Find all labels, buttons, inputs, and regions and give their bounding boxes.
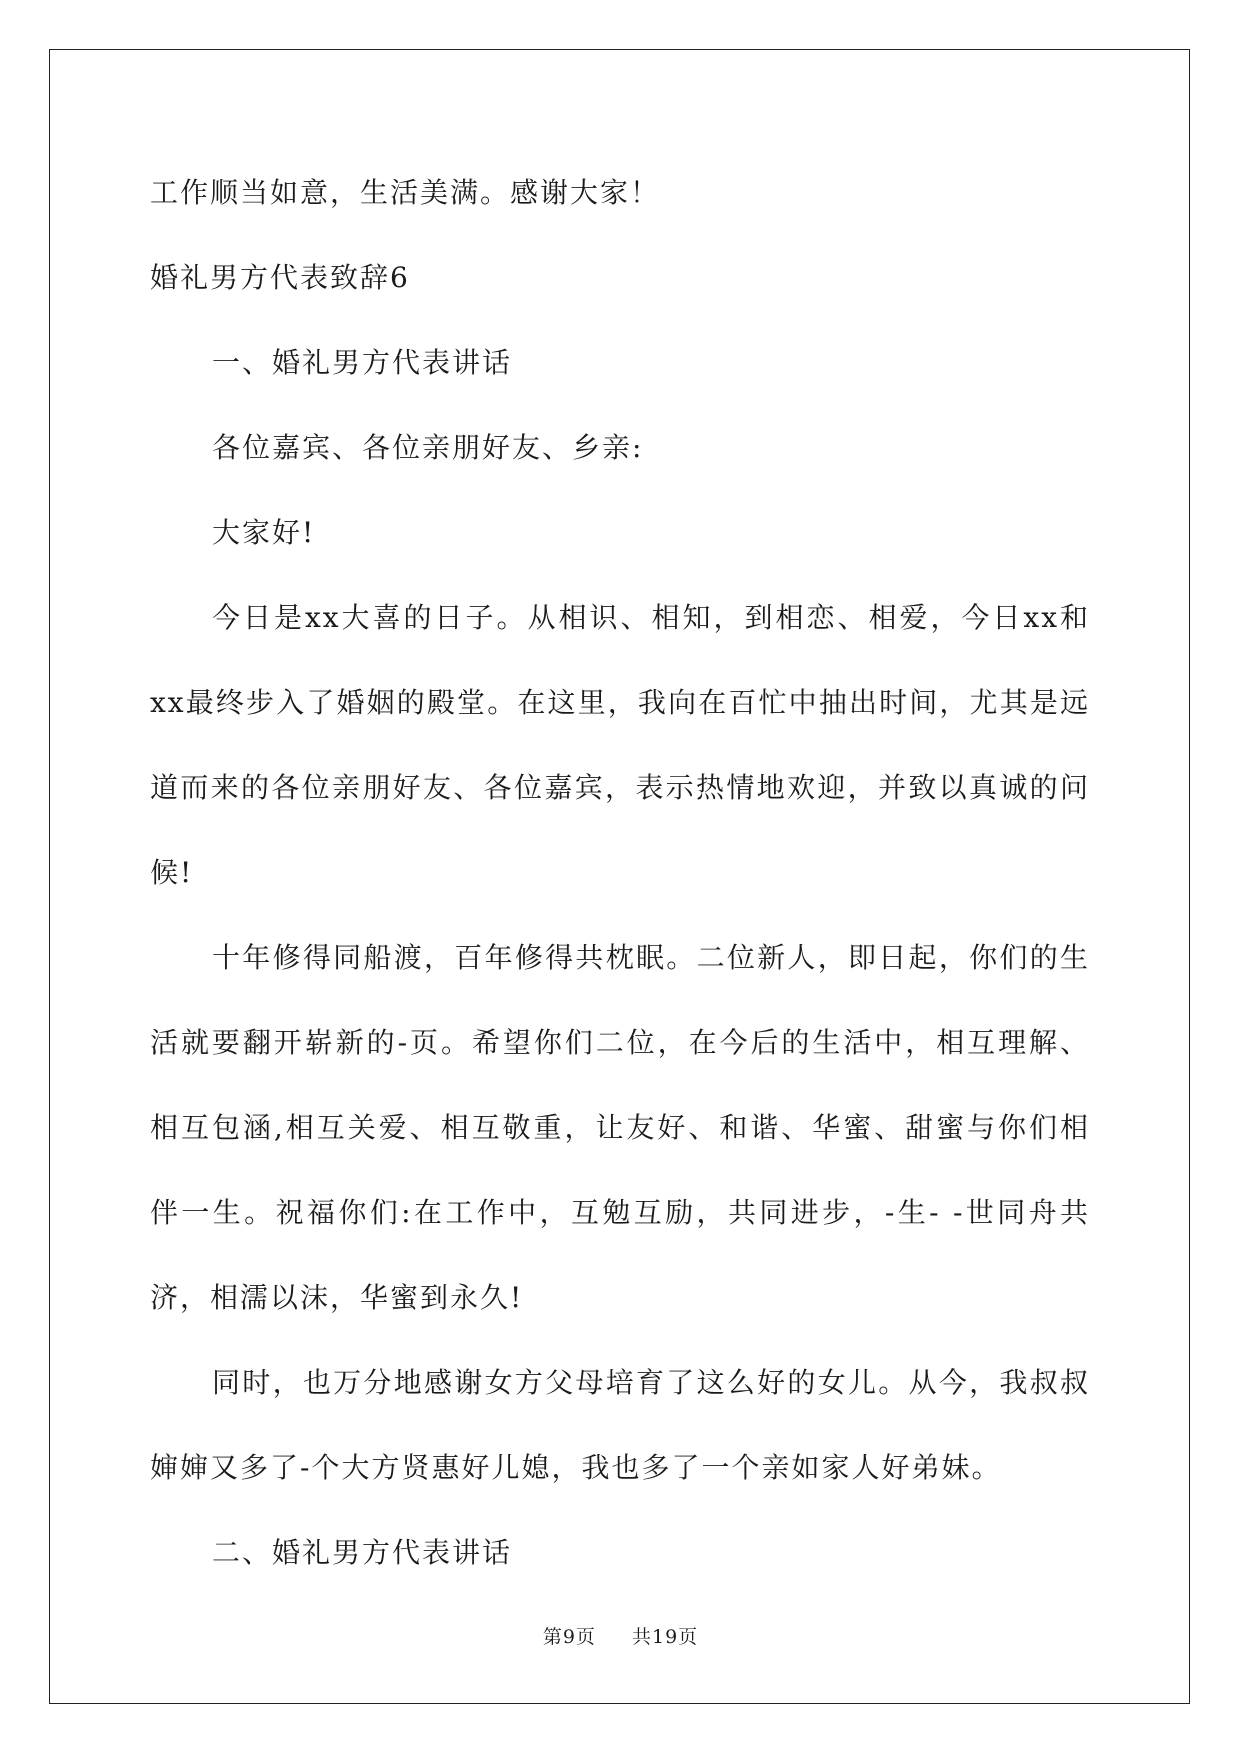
document-body (150, 150, 1090, 1595)
paragraph-welcome: 今日是xx大喜的日子。从相识、相知，到相恋、相爱，今日xx和xx最终步入了婚姻的殿堂。在这里，我向在百忙中抽出时间，尤其是远道而来的各位亲朋好友、各位嘉宾，表示热情地欢迎，并致以真诚的问候! (150, 601, 1090, 889)
page-number: 第9页 (542, 1626, 596, 1648)
section-title: 婚礼男方代表致辞6 (150, 261, 410, 294)
page-footer (0, 1622, 1241, 1649)
paragraph-thanks: 同时，也万分地感谢女方父母培育了这么好的女儿。从今，我叔叔婶婶又多了-个大方贤惠好儿媳，我也多了一个亲如家人好弟妹。 (150, 1366, 1090, 1484)
salutation: 各位嘉宾、各位亲朋好友、乡亲: (212, 431, 644, 464)
subheading-one: 一、婚礼男方代表讲话 (212, 346, 513, 379)
subheading-two: 二、婚礼男方代表讲话 (212, 1536, 513, 1569)
paragraph-closing-line: 工作顺当如意，生活美满。感谢大家！ (150, 176, 661, 209)
greeting: 大家好! (212, 516, 316, 549)
page-total: 共19页 (632, 1626, 699, 1648)
paragraph-blessing: 十年修得同船渡，百年修得共枕眠。二位新人，即日起，你们的生活就要翻开崭新的-页。希望你们二位，在今后的生活中，相互理解、相互包涵,相互关爱、相互敬重，让友好、和谐、华蜜、甜蜜与你们相伴一生。祝福你们:在工作中，互勉互励，共同进步，-生- -世同舟共济，相濡以沫，华蜜到永久! (150, 941, 1090, 1314)
